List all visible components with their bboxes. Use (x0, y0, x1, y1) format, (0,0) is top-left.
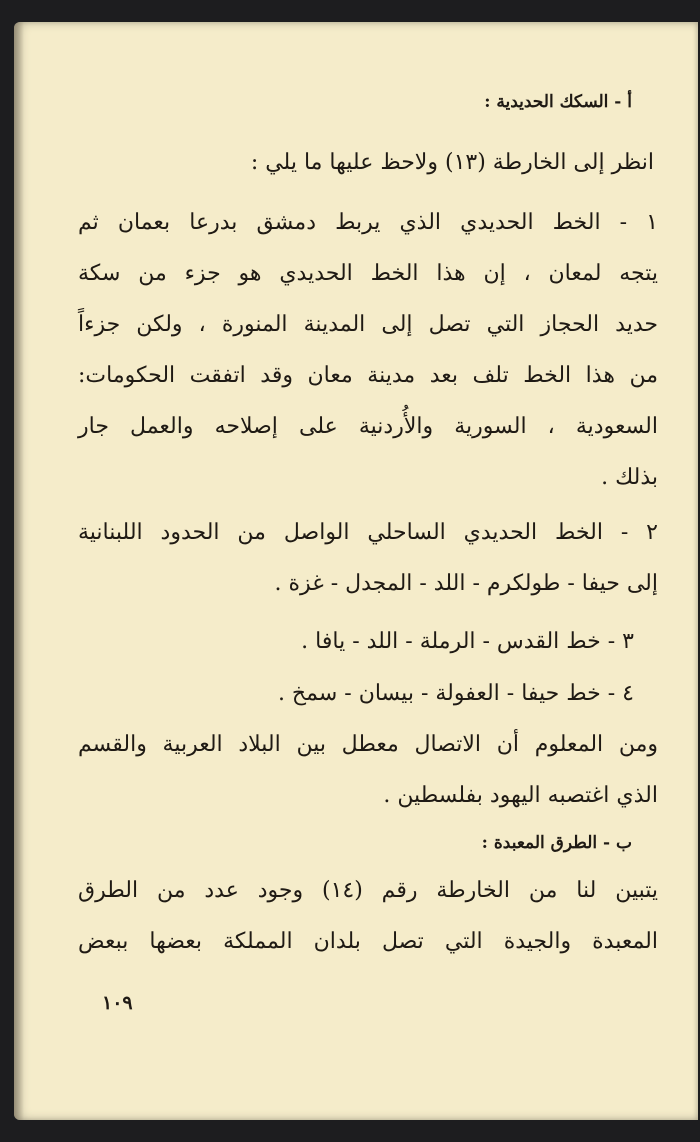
section-b-line-1: يتبين لنا من الخارطة رقم (١٤) وجود عدد من الطرق (78, 878, 659, 903)
item-2-line-1: ٢ - الخط الحديدي الساحلي الواصل من الحدود اللبنانية (78, 520, 658, 545)
item-1-line-1: ١ - الخط الحديدي الذي يربط دمشق بدرعا بعمان ثم (78, 210, 658, 235)
section-a-intro: انظر إلى الخارطة (١٣) ولاحظ عليها ما يلي : (250, 150, 654, 175)
section-b-heading: ب - الطرق المعبدة : (481, 833, 632, 853)
item-1-line-5: السعودية ، السورية والأُردنية على إصلاحه والعمل جار (78, 414, 658, 439)
item-2-line-2: إلى حيفا - طولكرم - اللد - المجدل - غزة . (274, 571, 658, 596)
item-4-line: ٤ - خط حيفا - العفولة - بيسان - سمخ . (277, 681, 634, 706)
item-1-line-3: حديد الحجاز التي تصل إلى المدينة المنورة ، ولكن جزءاً (78, 312, 658, 337)
page-number: ١٠٩ (102, 992, 133, 1014)
book-page (14, 22, 698, 1120)
section-b-line-2: المعبدة والجيدة التي تصل بلدان المملكة بعضها ببعض (78, 929, 658, 954)
note-line-2: الذي اغتصبه اليهود بفلسطين . (383, 783, 658, 808)
note-line-1: ومن المعلوم أن الاتصال معطل بين البلاد العربية والقسم (78, 732, 658, 757)
item-3-line: ٣ - خط القدس - الرملة - اللد - يافا . (301, 629, 634, 654)
item-1-line-4: من هذا الخط تلف بعد مدينة معان وقد اتفقت الحكومات: (78, 363, 658, 388)
item-1-line-2: يتجه لمعان ، إن هذا الخط الحديدي هو جزء من سكة (78, 261, 658, 286)
item-1-line-6: بذلك . (601, 465, 658, 490)
section-a-heading: أ - السكك الحديدية : (484, 92, 632, 112)
